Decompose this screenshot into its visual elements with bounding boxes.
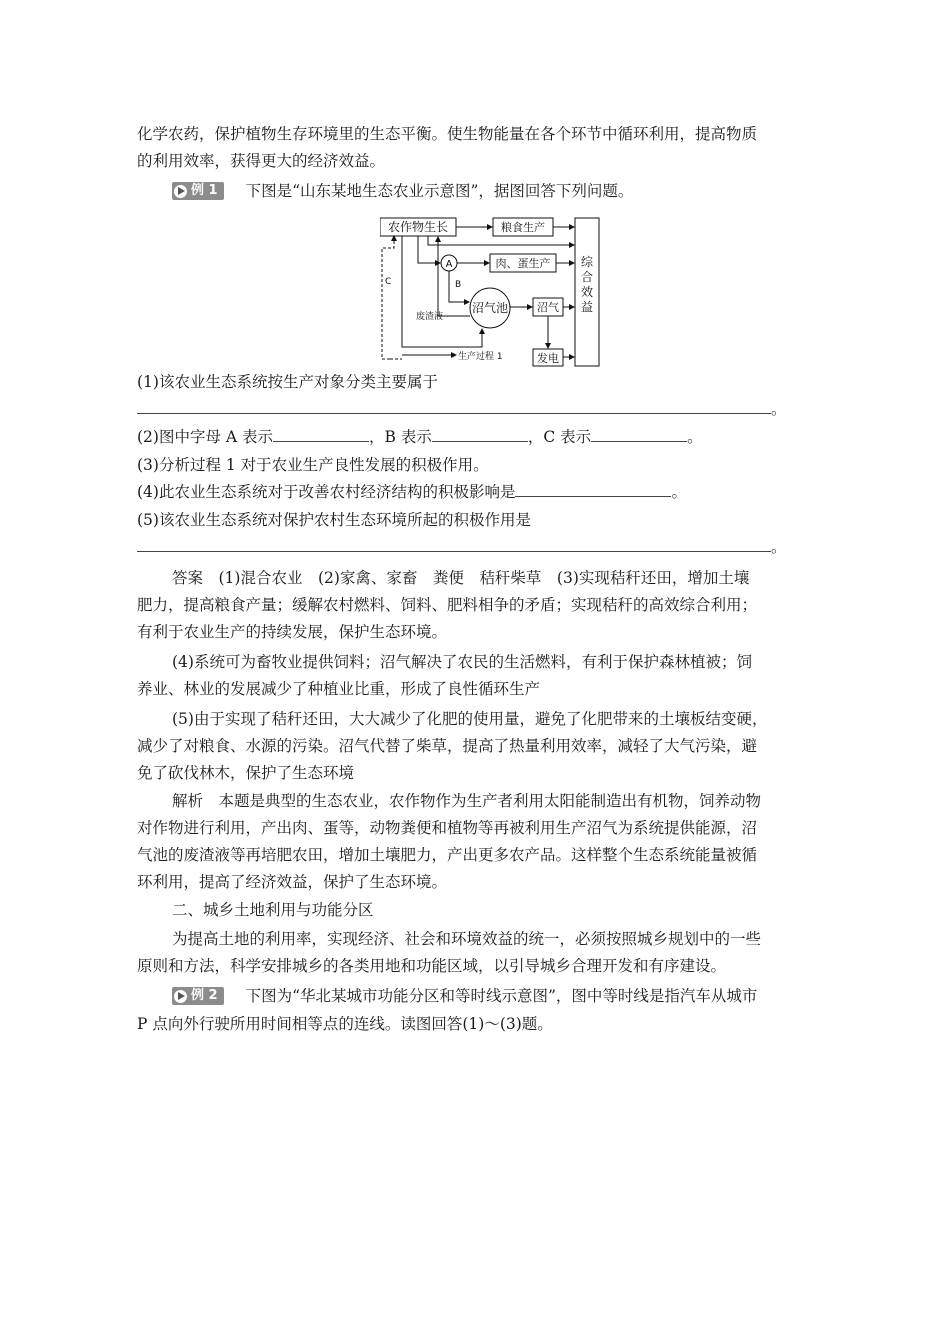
period: 。 bbox=[771, 400, 787, 418]
analysis-line-2: 对作物进行利用，产出肉、蛋等，动物粪便和植物等再被利用生产沼气为系统提供能源，沼 bbox=[137, 819, 758, 837]
residue-label: 废渣液 bbox=[416, 312, 444, 322]
question-4 bbox=[137, 481, 687, 503]
benefit-char: 合 bbox=[580, 270, 594, 284]
answer-line-6: (5)由于实现了秸秆还田，大大减少了化肥的使用量，避免了化肥带来的土壤板结变硬， bbox=[172, 710, 768, 728]
biogas-label: 沼气 bbox=[537, 301, 559, 314]
question-2-a: (2)图中字母 A 表示 bbox=[137, 428, 274, 446]
arrow-residue-to-crop bbox=[438, 237, 470, 316]
answer-blank-4[interactable] bbox=[515, 482, 671, 497]
answer-blank-1[interactable] bbox=[137, 399, 771, 414]
answer-line-5: 养业、林业的发展减少了种植业比重，形成了良性循环生产 bbox=[137, 680, 541, 698]
arrow-process-1 bbox=[402, 236, 482, 347]
answer-line-8: 免了砍伐林木，保护了生态环境 bbox=[137, 764, 355, 782]
analysis-line-1: 解析 本题是典型的生态农业，农作物作为生产者利用太阳能制造出有机物，饲养动物 bbox=[172, 792, 762, 810]
analysis-line-3: 气池的废渣液等再培肥农田，增加土壤肥力，产出更多农产品。这样整个生态系统能量被循 bbox=[137, 846, 758, 864]
period: 。 bbox=[687, 428, 703, 446]
section-2-heading: 二、城乡土地利用与功能分区 bbox=[172, 901, 374, 919]
label-b: B bbox=[455, 280, 462, 290]
benefit-char: 益 bbox=[580, 300, 594, 314]
meat-egg-label: 肉、蛋生产 bbox=[495, 257, 551, 270]
question-3: (3)分析过程 1 对于农业生产良性发展的积极作用。 bbox=[137, 456, 489, 474]
arrow-crop-to-a bbox=[418, 236, 440, 263]
period: 。 bbox=[671, 483, 687, 501]
biogas-pool-label: 沼气池 bbox=[471, 301, 509, 315]
line-crop-branch bbox=[428, 236, 556, 245]
question-1: (1)该农业生态系统按生产对象分类主要属于 bbox=[137, 373, 438, 391]
section-2-line-2: 原则和方法，科学安排城乡的各类用地和功能区域，以引导城乡合理开发和有序建设。 bbox=[137, 957, 727, 975]
question-1-answer-line bbox=[137, 398, 787, 420]
answer-blank-5[interactable] bbox=[137, 537, 771, 552]
arrow-c-dashed bbox=[382, 236, 394, 359]
question-2 bbox=[137, 426, 703, 448]
node-a-label: A bbox=[445, 259, 453, 270]
example-2-badge-label: 例 2 bbox=[191, 988, 218, 1003]
play-icon bbox=[174, 990, 187, 1003]
intro-line-1: 化学农药，保护植物生存环境里的生态平衡。使生物能量在各个环节中循环利用，提高物质 bbox=[137, 125, 758, 143]
grain-label: 粮食生产 bbox=[501, 221, 545, 234]
crop-growth-label: 农作物生长 bbox=[387, 220, 449, 234]
answer-blank-c[interactable] bbox=[591, 427, 687, 442]
example-1-badge-label: 例 1 bbox=[191, 183, 218, 198]
example-2-prompt bbox=[172, 985, 757, 1007]
answer-blank-a[interactable] bbox=[273, 427, 369, 442]
answer-line-3: 有利于农业生产的持续发展，保护生态环境。 bbox=[137, 623, 448, 641]
benefit-char: 综 bbox=[580, 255, 594, 269]
process-1-label: 生产过程 1 bbox=[458, 352, 503, 362]
question-5-answer-line bbox=[137, 536, 787, 558]
question-2-b: ，B 表示 bbox=[369, 428, 432, 446]
question-5: (5)该农业生态系统对保护农村生态环境所起的积极作用是 bbox=[137, 511, 531, 529]
example-1-text: 下图是“山东某地生态农业示意图”，据图回答下列问题。 bbox=[245, 182, 634, 200]
benefit-char: 效 bbox=[580, 285, 594, 299]
question-2-c: ，C 表示 bbox=[527, 428, 592, 446]
eco-agriculture-diagram bbox=[380, 212, 602, 367]
section-2-line-1: 为提高土地的利用率，实现经济、社会和环境效益的统一，必须按照城乡规划中的一些 bbox=[172, 930, 762, 948]
example-2-line-1: 下图为“华北某城市功能分区和等时线示意图”，图中等时线是指汽车从城市 bbox=[245, 987, 758, 1005]
answer-line-1: 答案 (1)混合农业 (2)家禽、家畜 粪便 秸秆柴草 (3)实现秸秆还田，增加土壤 bbox=[172, 569, 750, 587]
period: 。 bbox=[771, 538, 787, 556]
answer-line-2: 肥力，提高粮食产量；缓解农村燃料、饲料、肥料相争的矛盾；实现秸秆的高效综合利用； bbox=[137, 596, 758, 614]
label-c: C bbox=[385, 277, 392, 287]
intro-line-2: 的利用效率，获得更大的经济效益。 bbox=[137, 152, 386, 170]
power-label: 发电 bbox=[537, 352, 559, 365]
answer-blank-b[interactable] bbox=[432, 427, 528, 442]
answer-line-7: 减少了对粮食、水源的污染。沼气代替了柴草，提高了热量利用效率，减轻了大气污染，避 bbox=[137, 737, 758, 755]
example-2-line-2: P 点向外行驶所用时间相等点的连线。读图回答(1)～(3)题。 bbox=[137, 1015, 553, 1033]
example-1-prompt bbox=[172, 180, 633, 202]
question-4-text: (4)此农业生态系统对于改善农村经济结构的积极影响是 bbox=[137, 483, 516, 501]
example-2-badge bbox=[172, 987, 224, 1005]
example-1-badge bbox=[172, 182, 224, 200]
play-icon bbox=[174, 185, 187, 198]
analysis-line-4: 环利用，提高了经济效益，保护了生态环境。 bbox=[137, 873, 448, 891]
answer-line-4: (4)系统可为畜牧业提供饲料；沼气解决了农民的生活燃料，有利于保护森林植被；饲 bbox=[172, 653, 752, 671]
